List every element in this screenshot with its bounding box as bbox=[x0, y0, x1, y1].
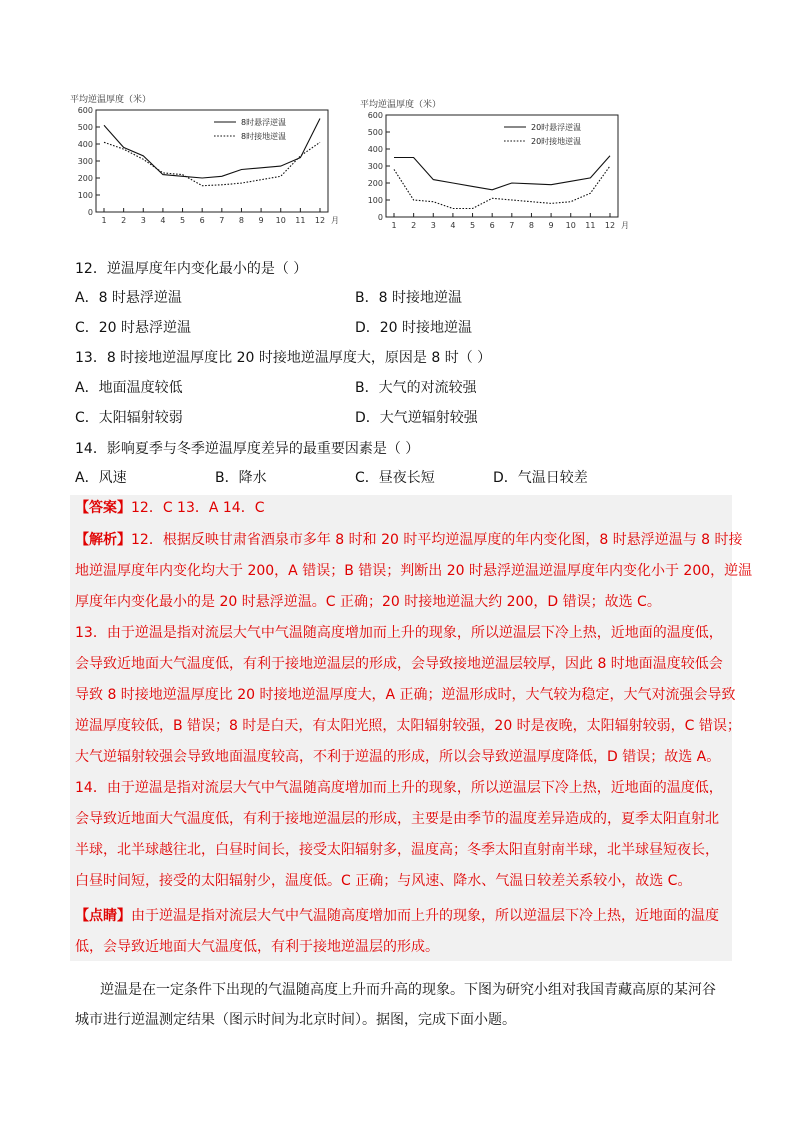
q14-option-c[interactable]: C．昼夜长短 bbox=[355, 470, 435, 486]
chart-1-xtick-label-11: 12 bbox=[314, 216, 326, 224]
analysis-line-10: 半球，北半球越往北，白昼时间长，接受太阳辐射多，温度高；冬季太阳直射南半球，北半球昼短夜长， bbox=[75, 842, 719, 858]
chart-1-xtick-label-4: 5 bbox=[179, 216, 186, 224]
chart-8pm bbox=[358, 97, 638, 229]
analysis-line-4: 会导致近地面大气温度低，有利于接地逆温层的形成，会导致接地逆温层较厚，因此 8 时地面温度较低会 bbox=[75, 656, 723, 672]
q14-stem: 14．影响夏季与冬季逆温厚度差异的最重要因素是（ ） bbox=[75, 441, 420, 457]
chart-2-series-0-line bbox=[394, 156, 610, 190]
chart-2-xlabel: 月 bbox=[621, 221, 629, 229]
chart-1-series-0-line bbox=[104, 119, 320, 179]
q12-option-d[interactable]: D．20 时接地逆温 bbox=[355, 320, 473, 336]
chart-8am bbox=[68, 92, 348, 224]
answer-tag: 【答案】 bbox=[75, 500, 131, 516]
q14-option-b[interactable]: B．降水 bbox=[215, 470, 267, 486]
chart-1-ytick-label-5: 500 bbox=[77, 123, 93, 132]
chart-2-xtick-label-4: 5 bbox=[469, 221, 476, 229]
analysis-text-0: 12．根据反映甘肃省酒泉市多年 8 时和 20 时平均逆温厚度的年内变化图，8 时悬浮逆温与 8 时接 bbox=[131, 532, 743, 548]
chart-1-ylabel: 平均逆温厚度（米） bbox=[70, 95, 152, 105]
chart-2-ytick-label-3: 300 bbox=[367, 162, 383, 171]
chart-2-xtick-label-3: 4 bbox=[450, 221, 456, 229]
chart-2-xtick-label-9: 10 bbox=[565, 221, 576, 229]
q12-option-c[interactable]: C．20 时悬浮逆温 bbox=[75, 320, 192, 336]
chart-2-xtick-label-0: 1 bbox=[391, 221, 397, 229]
chart-1-xtick-label-2: 3 bbox=[140, 216, 146, 224]
chart-1-xtick-label-6: 7 bbox=[219, 216, 225, 224]
analysis-tag: 【解析】 bbox=[75, 532, 131, 548]
chart-1-xtick-label-0: 1 bbox=[101, 216, 107, 224]
analysis-line-11: 白昼时间短，接受的太阳辐射少，温度低。C 正确；与风速、降水、气温日较差关系较小，故选 C。 bbox=[75, 873, 692, 889]
analysis-line-1: 地逆温厚度年内变化均大于 200，A 错误；B 错误；判断出 20 时悬浮逆温逆温厚度年内变化小于 200，逆温 bbox=[75, 563, 753, 579]
chart-1-xtick-label-3: 4 bbox=[160, 216, 166, 224]
chart-2-ytick-label-4: 400 bbox=[367, 145, 383, 154]
analysis-line-5: 导致 8 时接地逆温厚度比 20 时接地逆温厚度大，A 正确；逆温形成时，大气较为稳定，大气对流强会导致 bbox=[75, 687, 736, 703]
chart-1-ytick-label-2: 200 bbox=[77, 174, 93, 183]
chart-1-ytick-label-4: 400 bbox=[77, 140, 93, 149]
q13-stem: 13．8 时接地逆温厚度比 20 时接地逆温厚度大，原因是 8 时（ ） bbox=[75, 350, 492, 366]
chart-2-legend-label-1: 20时接地逆温 bbox=[531, 137, 582, 146]
chart-2-xtick-label-7: 8 bbox=[528, 221, 535, 229]
chart-2-ytick-label-5: 500 bbox=[367, 128, 383, 137]
chart-2-xtick-label-10: 11 bbox=[585, 221, 596, 229]
chart-1-ytick-label-6: 600 bbox=[77, 106, 93, 115]
analysis-line-7: 大气逆辐射较强会导致地面温度较高，不利于逆温的形成，所以会导致逆温厚度降低，D 错误；故选 A。 bbox=[75, 749, 721, 765]
q12-option-b[interactable]: B．8 时接地逆温 bbox=[355, 290, 462, 306]
analysis-line-8: 14．由于逆温是指对流层大气中气温随高度增加而上升的现象，所以逆温层下冷上热，近地面的温度低， bbox=[75, 780, 723, 796]
q12-option-a[interactable]: A．8 时悬浮逆温 bbox=[75, 290, 182, 306]
chart-2-ytick-label-2: 200 bbox=[367, 179, 383, 188]
comment-line-1: 低，会导致近地面大气温度低，有利于接地逆温层的形成。 bbox=[75, 939, 439, 955]
q12-stem: 12．逆温厚度年内变化最小的是（ ） bbox=[75, 261, 308, 277]
chart-8am-svg bbox=[68, 92, 348, 224]
chart-2-xtick-label-2: 3 bbox=[430, 221, 436, 229]
chart-1-ytick-label-1: 100 bbox=[77, 191, 93, 200]
chart-2-ytick-label-0: 0 bbox=[377, 213, 383, 222]
analysis-line-6: 逆温厚度较低，B 错误；8 时是白天，有太阳光照，太阳辐射较强，20 时是夜晚，太阳辐射较弱，C 错误； bbox=[75, 718, 741, 734]
chart-1-legend-label-0: 8时悬浮逆温 bbox=[241, 118, 287, 127]
q14-option-a[interactable]: A．风速 bbox=[75, 470, 127, 486]
chart-1-xtick-label-10: 11 bbox=[295, 216, 306, 224]
q14-option-d[interactable]: D．气温日较差 bbox=[493, 470, 588, 486]
analysis-line-0 bbox=[75, 530, 743, 550]
chart-1-series-1-line bbox=[104, 142, 320, 185]
passage-line-0: 逆温是在一定条件下出现的气温随高度上升而升高的现象。下图为研究小组对我国青藏高原的某河谷 bbox=[100, 982, 716, 998]
chart-2-xtick-label-6: 7 bbox=[509, 221, 515, 229]
chart-1-legend-label-1: 8时接地逆温 bbox=[241, 132, 287, 141]
chart-2-legend-label-0: 20时悬浮逆温 bbox=[531, 123, 582, 132]
chart-2-xtick-label-11: 12 bbox=[604, 221, 616, 229]
comment-tag: 【点睛】 bbox=[75, 908, 131, 924]
answer-text: 12．C 13．A 14．C bbox=[131, 500, 265, 516]
comment-line-0 bbox=[75, 906, 719, 926]
comment-text-0: 由于逆温是指对流层大气中气温随高度增加而上升的现象，所以逆温层下冷上热，近地面的温度 bbox=[131, 908, 719, 924]
chart-1-xtick-label-7: 8 bbox=[238, 216, 245, 224]
chart-8pm-svg bbox=[358, 97, 638, 229]
q13-option-b[interactable]: B．大气的对流较强 bbox=[355, 380, 477, 396]
analysis-line-3: 13．由于逆温是指对流层大气中气温随高度增加而上升的现象，所以逆温层下冷上热，近地面的温度低， bbox=[75, 625, 723, 641]
chart-2-ytick-label-1: 100 bbox=[367, 196, 383, 205]
chart-1-xtick-label-9: 10 bbox=[275, 216, 286, 224]
chart-1-ytick-label-0: 0 bbox=[87, 208, 93, 217]
chart-1-xtick-label-1: 2 bbox=[121, 216, 127, 224]
chart-1-xlabel: 月 bbox=[331, 216, 339, 224]
analysis-line-9: 会导致近地面大气温度低，有利于接地逆温层的形成，主要是由季节的温度差异造成的，夏季太阳直射北 bbox=[75, 811, 719, 827]
chart-2-xtick-label-5: 6 bbox=[489, 221, 495, 229]
q13-option-c[interactable]: C．太阳辐射较弱 bbox=[75, 410, 183, 426]
chart-1-xtick-label-5: 6 bbox=[199, 216, 205, 224]
chart-1-ytick-label-3: 300 bbox=[77, 157, 93, 166]
answer-line bbox=[75, 498, 264, 518]
chart-2-xtick-label-1: 2 bbox=[411, 221, 417, 229]
analysis-line-2: 厚度年内变化最小的是 20 时悬浮逆温。C 正确；20 时接地逆温大约 200，D 错误；故选 C。 bbox=[75, 594, 661, 610]
q13-option-d[interactable]: D．大气逆辐射较强 bbox=[355, 410, 478, 426]
passage-line-1: 城市进行逆温测定结果（图示时间为北京时间）。据图，完成下面小题。 bbox=[75, 1012, 516, 1028]
chart-1-xtick-label-8: 9 bbox=[258, 216, 264, 224]
chart-2-ytick-label-6: 600 bbox=[367, 111, 383, 120]
chart-2-xtick-label-8: 9 bbox=[548, 221, 554, 229]
q13-option-a[interactable]: A．地面温度较低 bbox=[75, 380, 183, 396]
chart-2-ylabel: 平均逆温厚度（米） bbox=[360, 100, 442, 110]
